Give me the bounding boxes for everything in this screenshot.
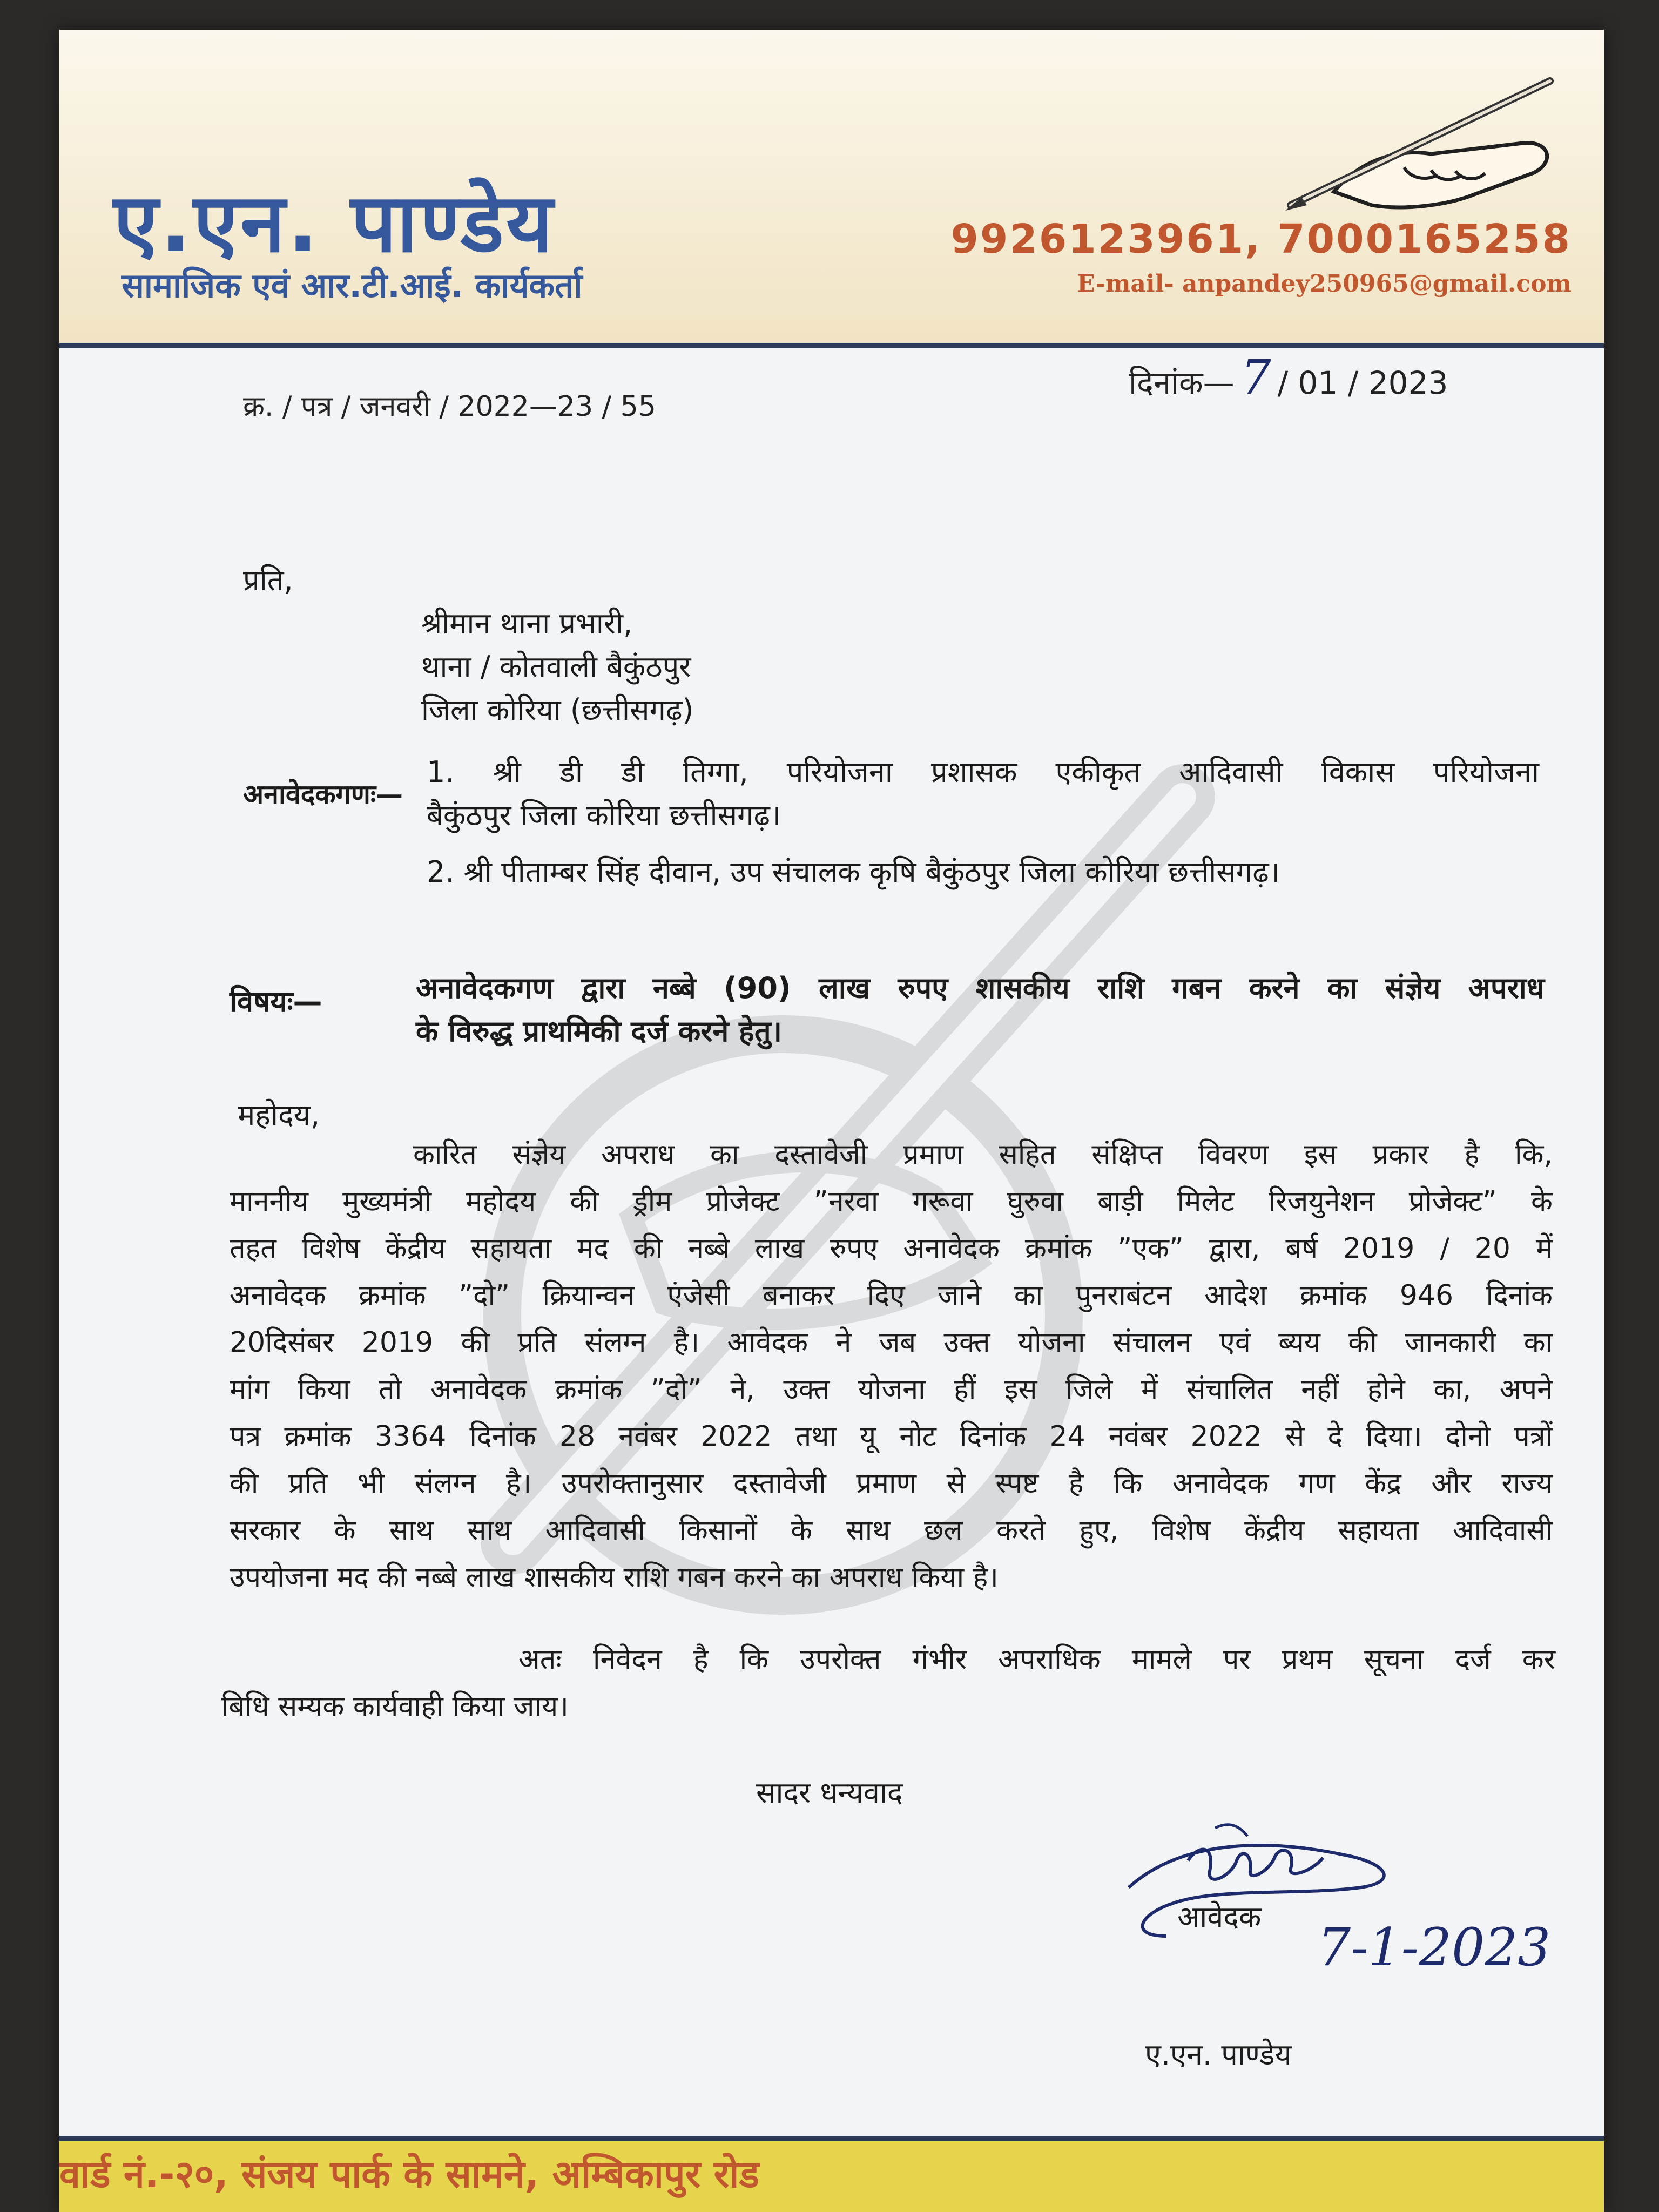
subject-text [416, 967, 1545, 1053]
applicant-label: आवेदक [1177, 1900, 1262, 1934]
request-line: बिधि सम्यक कार्यवाही किया जाय। [221, 1690, 569, 1723]
respondents-list [427, 751, 1539, 894]
salutation: महोदय, [238, 1098, 320, 1132]
body-line: अनावेदक क्रमांक ”दो” क्रियान्वन एंजेसी बनाकर दिए जाने का पुनराबंटन आदेश क्रमांक 946 दिनांक [230, 1279, 1553, 1312]
body-line: तहत विशेष केंद्रीय सहायता मद की नब्बे लाख रुपए अनावेदक क्रमांक ”एक” द्वारा, बर्ष 2019 / 20 में [230, 1232, 1553, 1265]
email-address: E-mail- anpandey250965@gmail.com [1077, 270, 1572, 298]
request-paragraph [221, 1636, 1555, 1730]
subject-label: विषयः— [230, 984, 322, 1019]
writing-hand-icon [1269, 68, 1572, 219]
body-line: 20दिसंबर 2019 की प्रति संलग्न है। आवेदक ने जब उक्त योजना संचालन एवं ब्यय की जानकारी का [230, 1326, 1553, 1359]
closing-text: सादर धन्यवाद [756, 1776, 903, 1810]
signature-date-handwritten: 7-1-2023 [1318, 1917, 1551, 1978]
body-line: सरकार के साथ साथ आदिवासी किसानों के साथ छल करते हुए, विशेष केंद्रीय सहायता आदिवासी [230, 1514, 1553, 1547]
body-line: कारित संज्ञेय अपराध का दस्तावेजी प्रमाण सहित संक्षिप्त विवरण इस प्रकार है कि, [413, 1138, 1553, 1171]
letterhead-footer [59, 2136, 1604, 2212]
body-paragraph [230, 1131, 1553, 1601]
recipient-line: श्रीमान थाना प्रभारी, [421, 606, 633, 640]
date-rest: / 01 / 2023 [1277, 365, 1448, 401]
recipient-line: जिला कोरिया (छत्तीसगढ़) [421, 693, 694, 727]
letter-date [1129, 349, 1448, 405]
letterhead [59, 30, 1604, 348]
respondent-1-line-2: बैकुंठपुर जिला कोरिया छत्तीसगढ़। [427, 798, 781, 832]
body-line: पत्र क्रमांक 3364 दिनांक 28 नवंबर 2022 तथा यू नोट दिनांक 24 नवंबर 2022 से दे दिया। दोनो पत्रों [230, 1420, 1553, 1453]
phone-numbers: 9926123961, 7000165258 [950, 216, 1572, 262]
recipient-line: थाना / कोतवाली बैकुंठपुर [421, 650, 691, 684]
respondents-label: अनावेदकगणः— [243, 779, 403, 810]
request-line: अतः निवेदन है कि उपरोक्त गंभीर अपराधिक मामले पर प्रथम सूचना दर्ज कर [518, 1643, 1555, 1676]
respondent-1-line-1: 1. श्री डी डी तिग्गा, परियोजना प्रशासक एकीकृत आदिवासी विकास परियोजना [427, 755, 1539, 789]
body-line: मांग किया तो अनावेदक क्रमांक ”दो” ने, उक्त योजना हीं इस जिले में संचालित नहीं होने का, अपने [230, 1373, 1553, 1406]
body-line: की प्रति भी संलग्न है। उपरोक्तानुसार दस्तावेजी प्रमाण से स्पष्ट है कि अनावेदक गण केंद्र और राज्य [230, 1467, 1553, 1500]
recipient-address [421, 602, 693, 732]
footer-address: वार्ड नं.-२०, संजय पार्क के सामने, अम्बिकापुर रोड [59, 2152, 759, 2196]
subject-line-2: के विरुद्ध प्राथमिकी दर्ज करने हेतु। [416, 1014, 783, 1048]
date-label: दिनांक— [1129, 365, 1235, 401]
reference-number: क्र. / पत्र / जनवरी / 2022—23 / 55 [243, 390, 656, 423]
letterhead-tagline: सामाजिक एवं आर.टी.आई. कार्यकर्ता [122, 266, 583, 305]
date-day-handwritten: 7 [1240, 349, 1271, 405]
to-label: प्रति, [243, 563, 293, 597]
body-line: माननीय मुख्यमंत्री महोदय की ड्रीम प्रोजेक्ट ”नरवा गरूवा घुरुवा बाड़ी मिलेट रिजयुनेशन प्रोजेक्ट” के [230, 1185, 1553, 1218]
letter-page [59, 30, 1604, 2212]
respondent-2: 2. श्री पीताम्बर सिंह दीवान, उप संचालक कृषि बैकुंठपुर जिला कोरिया छत्तीसगढ़। [427, 855, 1280, 889]
sender-name: ए.एन. पाण्डेय [1145, 2038, 1292, 2072]
subject-line-1: अनावेदकगण द्वारा नब्बे (90) लाख रुपए शासकीय राशि गबन करने का संज्ञेय अपराध [416, 971, 1545, 1005]
letterhead-name: ए.एन. पाण्डेय [113, 177, 555, 271]
body-line: उपयोजना मद की नब्बे लाख शासकीय राशि गबन करने का अपराध किया है। [230, 1561, 999, 1594]
